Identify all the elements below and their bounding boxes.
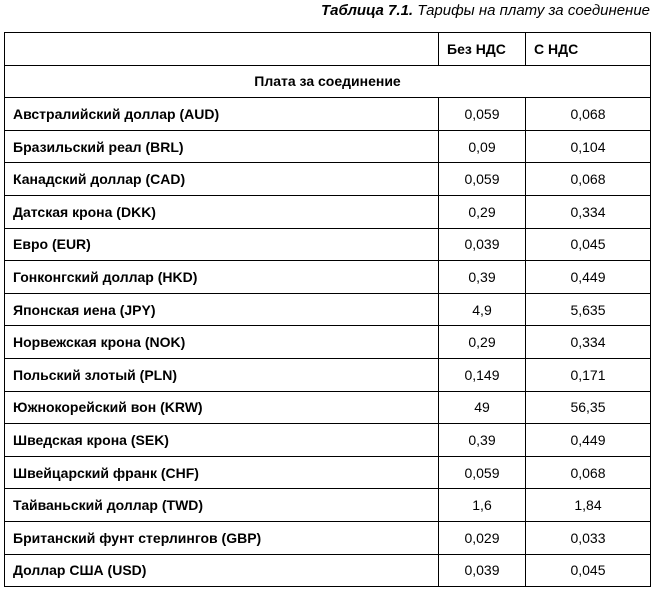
rate-with-vat: 0,104 (526, 130, 651, 163)
rate-without-vat: 0,29 (439, 326, 526, 359)
rate-with-vat: 0,068 (526, 456, 651, 489)
rate-with-vat: 0,171 (526, 358, 651, 391)
rate-without-vat: 0,09 (439, 130, 526, 163)
rate-without-vat: 4,9 (439, 293, 526, 326)
header-row (5, 33, 651, 66)
currency-name: Южнокорейский вон (KRW) (5, 391, 439, 424)
table-row (5, 195, 651, 228)
table-row (5, 293, 651, 326)
table-row (5, 163, 651, 196)
currency-name: Польский злотый (PLN) (5, 358, 439, 391)
rate-with-vat: 0,068 (526, 163, 651, 196)
currency-name: Канадский доллар (CAD) (5, 163, 439, 196)
rate-with-vat: 0,449 (526, 424, 651, 457)
rate-without-vat: 0,149 (439, 358, 526, 391)
section-row (5, 65, 651, 98)
currency-name: Бразильский реал (BRL) (5, 130, 439, 163)
rate-with-vat: 1,84 (526, 489, 651, 522)
currency-name: Норвежская крона (NOK) (5, 326, 439, 359)
rate-without-vat: 0,39 (439, 424, 526, 457)
rate-with-vat: 0,045 (526, 554, 651, 587)
rate-without-vat: 0,059 (439, 163, 526, 196)
rate-without-vat: 0,039 (439, 554, 526, 587)
currency-name: Гонконгский доллар (HKD) (5, 261, 439, 294)
header-without-vat: Без НДС (439, 33, 526, 66)
table-row (5, 521, 651, 554)
rate-without-vat: 0,39 (439, 261, 526, 294)
currency-name: Датская крона (DKK) (5, 195, 439, 228)
rate-without-vat: 49 (439, 391, 526, 424)
rate-with-vat: 0,449 (526, 261, 651, 294)
rate-with-vat: 0,334 (526, 326, 651, 359)
tariff-table (4, 32, 651, 587)
table-row (5, 489, 651, 522)
header-with-vat: С НДС (526, 33, 651, 66)
table-row (5, 130, 651, 163)
currency-name: Швейцарский франк (CHF) (5, 456, 439, 489)
rate-with-vat: 0,068 (526, 98, 651, 131)
currency-name: Тайваньский доллар (TWD) (5, 489, 439, 522)
currency-name: Шведская крона (SEK) (5, 424, 439, 457)
rate-with-vat: 0,033 (526, 521, 651, 554)
section-title: Плата за соединение (5, 65, 651, 98)
rate-without-vat: 0,059 (439, 98, 526, 131)
rate-without-vat: 0,29 (439, 195, 526, 228)
table-caption (321, 2, 650, 19)
caption-label: Таблица 7.1. (320, 2, 414, 19)
header-name-cell (5, 33, 439, 66)
table-row (5, 554, 651, 587)
table-row (5, 456, 651, 489)
currency-name: Британский фунт стерлингов (GBP) (5, 521, 439, 554)
rate-with-vat: 0,045 (526, 228, 651, 261)
currency-name: Евро (EUR) (5, 228, 439, 261)
table-row (5, 326, 651, 359)
table-row (5, 228, 651, 261)
currency-name: Японская иена (JPY) (5, 293, 439, 326)
rate-without-vat: 0,059 (439, 456, 526, 489)
table-row (5, 358, 651, 391)
rate-with-vat: 56,35 (526, 391, 651, 424)
table-row (5, 261, 651, 294)
rate-without-vat: 0,029 (439, 521, 526, 554)
currency-name: Австралийский доллар (AUD) (5, 98, 439, 131)
caption-title: Тарифы на плату за соединение (417, 2, 650, 19)
table-row (5, 424, 651, 457)
rate-without-vat: 1,6 (439, 489, 526, 522)
rate-without-vat: 0,039 (439, 228, 526, 261)
rate-with-vat: 0,334 (526, 195, 651, 228)
rate-with-vat: 5,635 (526, 293, 651, 326)
table-row (5, 98, 651, 131)
table-row (5, 391, 651, 424)
currency-name: Доллар США (USD) (5, 554, 439, 587)
